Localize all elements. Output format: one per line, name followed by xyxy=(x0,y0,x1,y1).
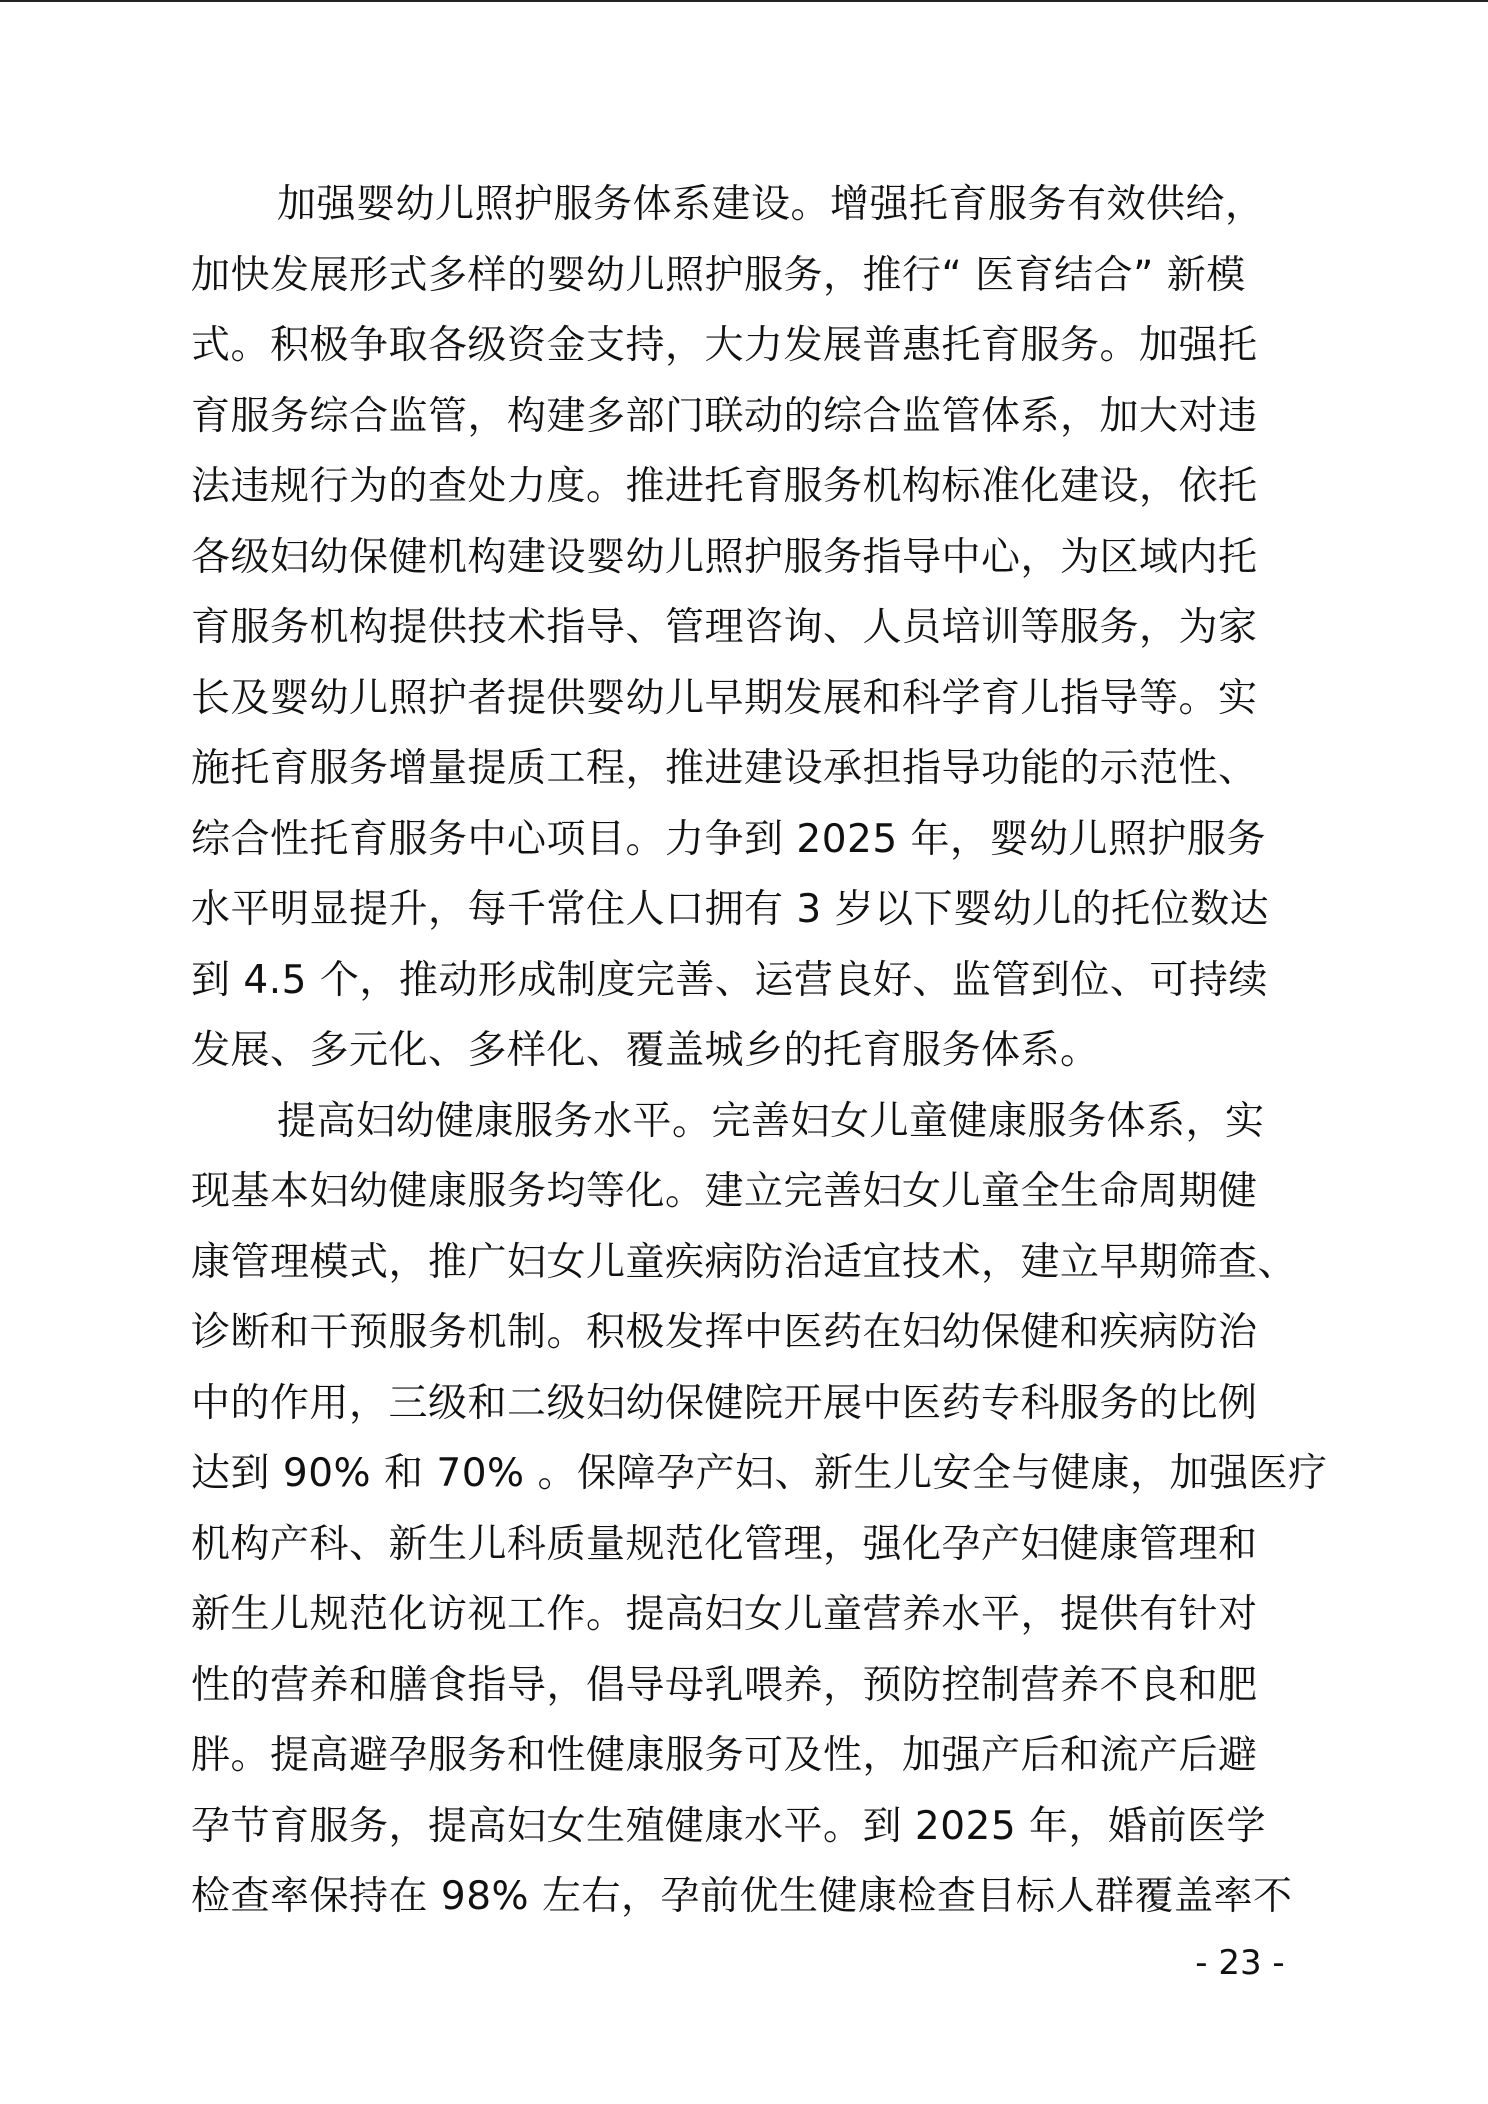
text-line: 长及婴幼儿照护者提供婴幼儿早期发展和科学育儿指导等。实 xyxy=(191,675,1258,721)
text-line: 新生儿规范化访视工作。提高妇女儿童营养水平，提供有针对 xyxy=(191,1592,1258,1637)
top-border-line xyxy=(0,0,1488,2)
text-line: 孕节育服务，提高妇女生殖健康水平。到 2025 年，婚前医学 xyxy=(191,1803,1267,1849)
text-line: 加强婴幼儿照护服务体系建设。增强托育服务有效供给， xyxy=(277,182,1265,227)
text-line: 检查率保持在 98% 左右，孕前优生健康检查目标人群覆盖率不 xyxy=(191,1874,1293,1919)
text-line: 胖。提高避孕服务和性健康服务可及性，加强产后和流产后避 xyxy=(191,1733,1258,1778)
text-line: 水平明显提升，每千常住人口拥有 3 岁以下婴幼儿的托位数达 xyxy=(191,887,1270,932)
text-line: 提高妇幼健康服务水平。完善妇女儿童健康服务体系，实 xyxy=(277,1098,1265,1144)
text-line: 康管理模式，推广妇女儿童疾病防治适宜技术，建立早期筛查、 xyxy=(191,1239,1298,1285)
paragraph-childcare xyxy=(191,170,1331,1087)
text-line: 发展、多元化、多样化、覆盖城乡的托育服务体系。 xyxy=(191,1028,1100,1073)
text-line: 育服务机构提供技术指导、管理咨询、人员培训等服务，为家 xyxy=(191,605,1258,650)
text-line: 施托育服务增量提质工程，推进建设承担指导功能的示范性、 xyxy=(191,746,1258,791)
text-line: 到 4.5 个，推动形成制度完善、运营良好、监管到位、可持续 xyxy=(191,957,1268,1003)
paragraph-maternal-child-health xyxy=(191,1087,1331,1933)
text-line: 式。积极争取各级资金支持，大力发展普惠托育服务。加强托 xyxy=(191,323,1258,368)
text-line: 现基本妇幼健康服务均等化。建立完善妇女儿童全生命周期健 xyxy=(191,1169,1258,1214)
text-line: 机构产科、新生儿科质量规范化管理，强化孕产妇健康管理和 xyxy=(191,1521,1258,1567)
page-number: - 23 - xyxy=(1195,1943,1285,1983)
text-line: 达到 90% 和 70% 。保障孕产妇、新生儿安全与健康，加强医疗 xyxy=(191,1451,1328,1496)
document-body xyxy=(191,170,1331,1933)
text-line: 加快发展形式多样的婴幼儿照护服务，推行“ 医育结合” 新模 xyxy=(191,252,1246,298)
text-line: 诊断和干预服务机制。积极发挥中医药在妇幼保健和疾病防治 xyxy=(191,1310,1258,1355)
text-line: 法违规行为的查处力度。推进托育服务机构标准化建设，依托 xyxy=(191,464,1258,509)
text-line: 各级妇幼保健机构建设婴幼儿照护服务指导中心，为区域内托 xyxy=(191,534,1258,580)
text-line: 性的营养和膳食指导，倡导母乳喂养，预防控制营养不良和肥 xyxy=(191,1662,1258,1708)
text-line: 综合性托育服务中心项目。力争到 2025 年，婴幼儿照护服务 xyxy=(191,816,1267,862)
text-line: 中的作用，三级和二级妇幼保健院开展中医药专科服务的比例 xyxy=(191,1380,1258,1426)
text-line: 育服务综合监管，构建多部门联动的综合监管体系，加大对违 xyxy=(191,393,1258,439)
